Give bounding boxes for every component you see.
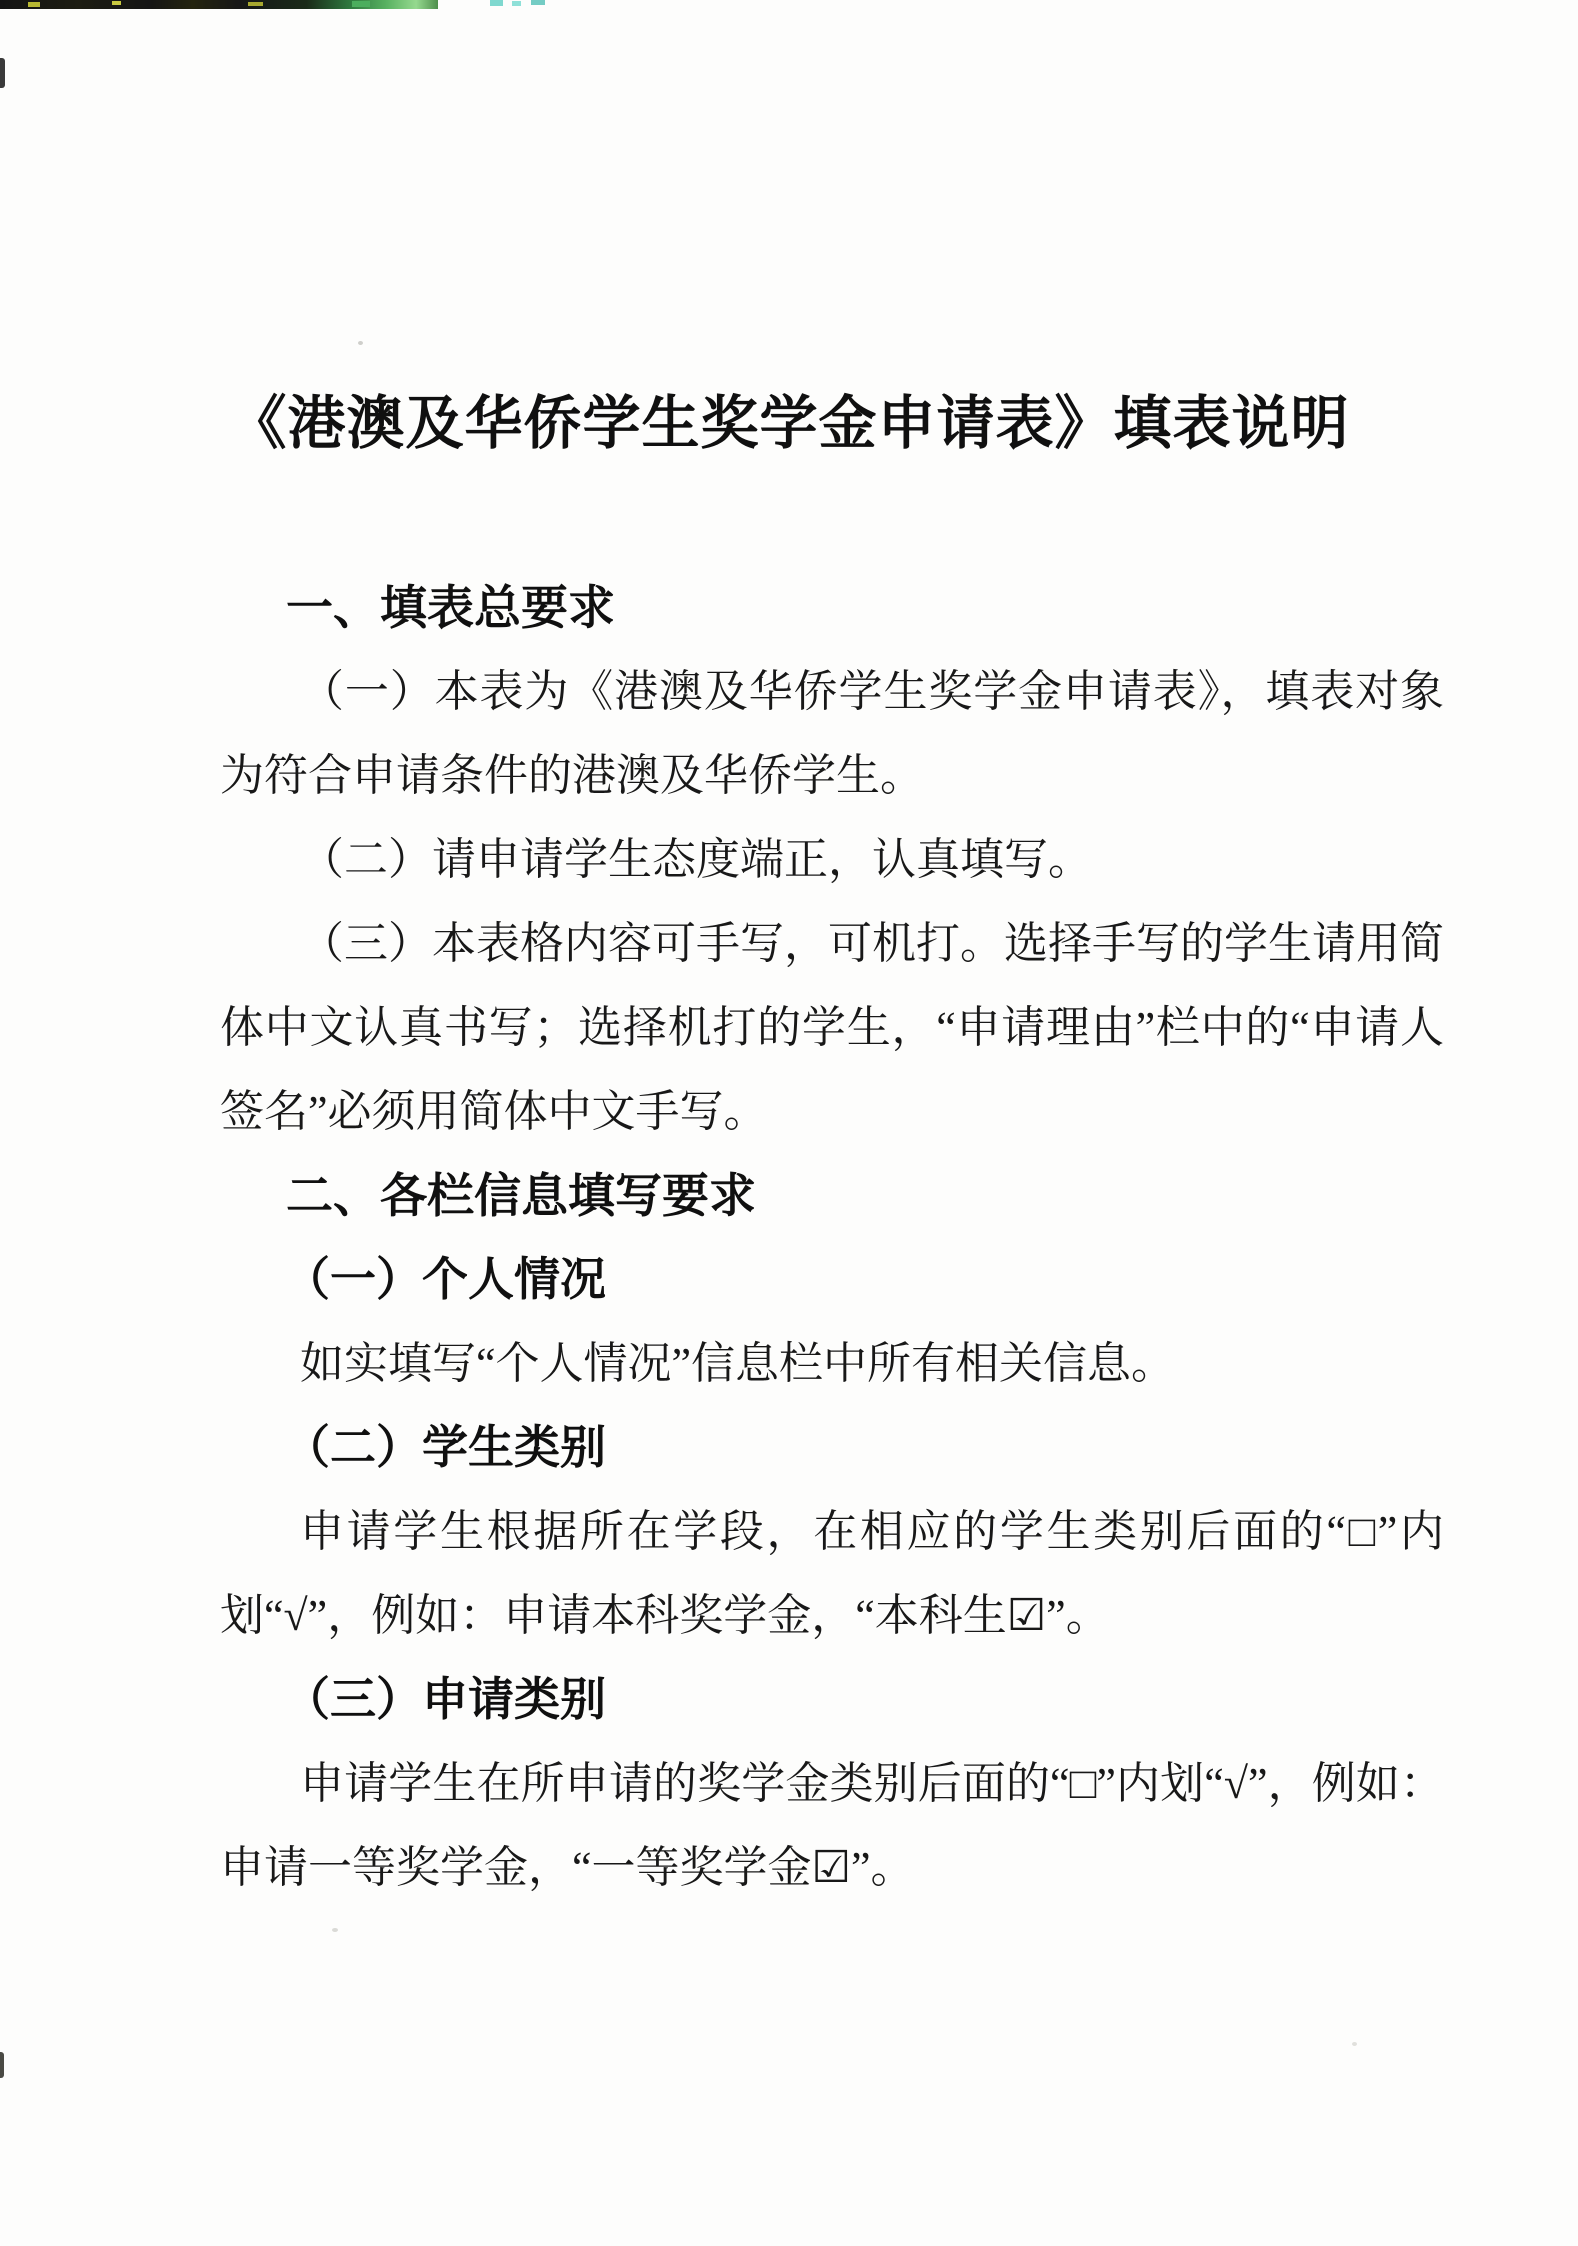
scan-artifact-left-edge-mark xyxy=(0,2052,4,2078)
scan-artifact-dust-dot xyxy=(1352,2042,1357,2046)
subheading-student-category: （二）学生类别 xyxy=(284,1422,606,1473)
scan-artifact-dust-dot xyxy=(332,1928,338,1932)
paragraph-item-3: （三）本表格内容可手写，可机打。选择手写的学生请用简体中文认真书写；选择机打的学生，“申请理由”栏中的“申请人签名”必须用简体中文手写。 xyxy=(220,919,1444,1136)
subheading-application-category: （三）申请类别 xyxy=(284,1674,606,1725)
paragraph-item-2: （二）请申请学生态度端正，认真填写。 xyxy=(300,835,1092,884)
scan-artifact-cyan-dash xyxy=(512,1,521,6)
scan-artifact-dust-dot xyxy=(358,341,363,345)
scan-artifact-yellow-speck xyxy=(248,2,263,6)
document-body xyxy=(220,566,1444,1910)
subheading-personal-info: （一）个人情况 xyxy=(284,1254,606,1305)
scan-artifact-yellow-speck xyxy=(112,1,121,5)
scan-artifact-yellow-speck xyxy=(28,2,40,7)
paragraph-item-1: （一）本表为《港澳及华侨学生奖学金申请表》，填表对象为符合申请条件的港澳及华侨学生。 xyxy=(220,667,1444,800)
section-heading-field-requirements: 二、各栏信息填写要求 xyxy=(286,1169,756,1222)
paragraph-application-category: 申请学生在所申请的奖学金类别后面的“□”内划“√”，例如：申请一等奖学金，“一等奖学金☑”。 xyxy=(220,1759,1444,1892)
scan-artifact-green-speck xyxy=(352,1,370,7)
section-heading-general-requirements: 一、填表总要求 xyxy=(286,581,615,634)
scan-artifact-left-edge-mark xyxy=(0,58,5,88)
scan-artifact-top-strip xyxy=(0,0,438,9)
paragraph-personal-info: 如实填写“个人情况”信息栏中所有相关信息。 xyxy=(300,1339,1176,1388)
scan-artifact-cyan-dash xyxy=(531,0,545,5)
paragraph-student-category: 申请学生根据所在学段，在相应的学生类别后面的“□”内划“√”，例如：申请本科奖学金，“本科生☑”。 xyxy=(220,1507,1444,1640)
document-title: 《港澳及华侨学生奖学金申请表》填表说明 xyxy=(228,391,1350,456)
scan-artifact-cyan-dash xyxy=(490,0,503,6)
